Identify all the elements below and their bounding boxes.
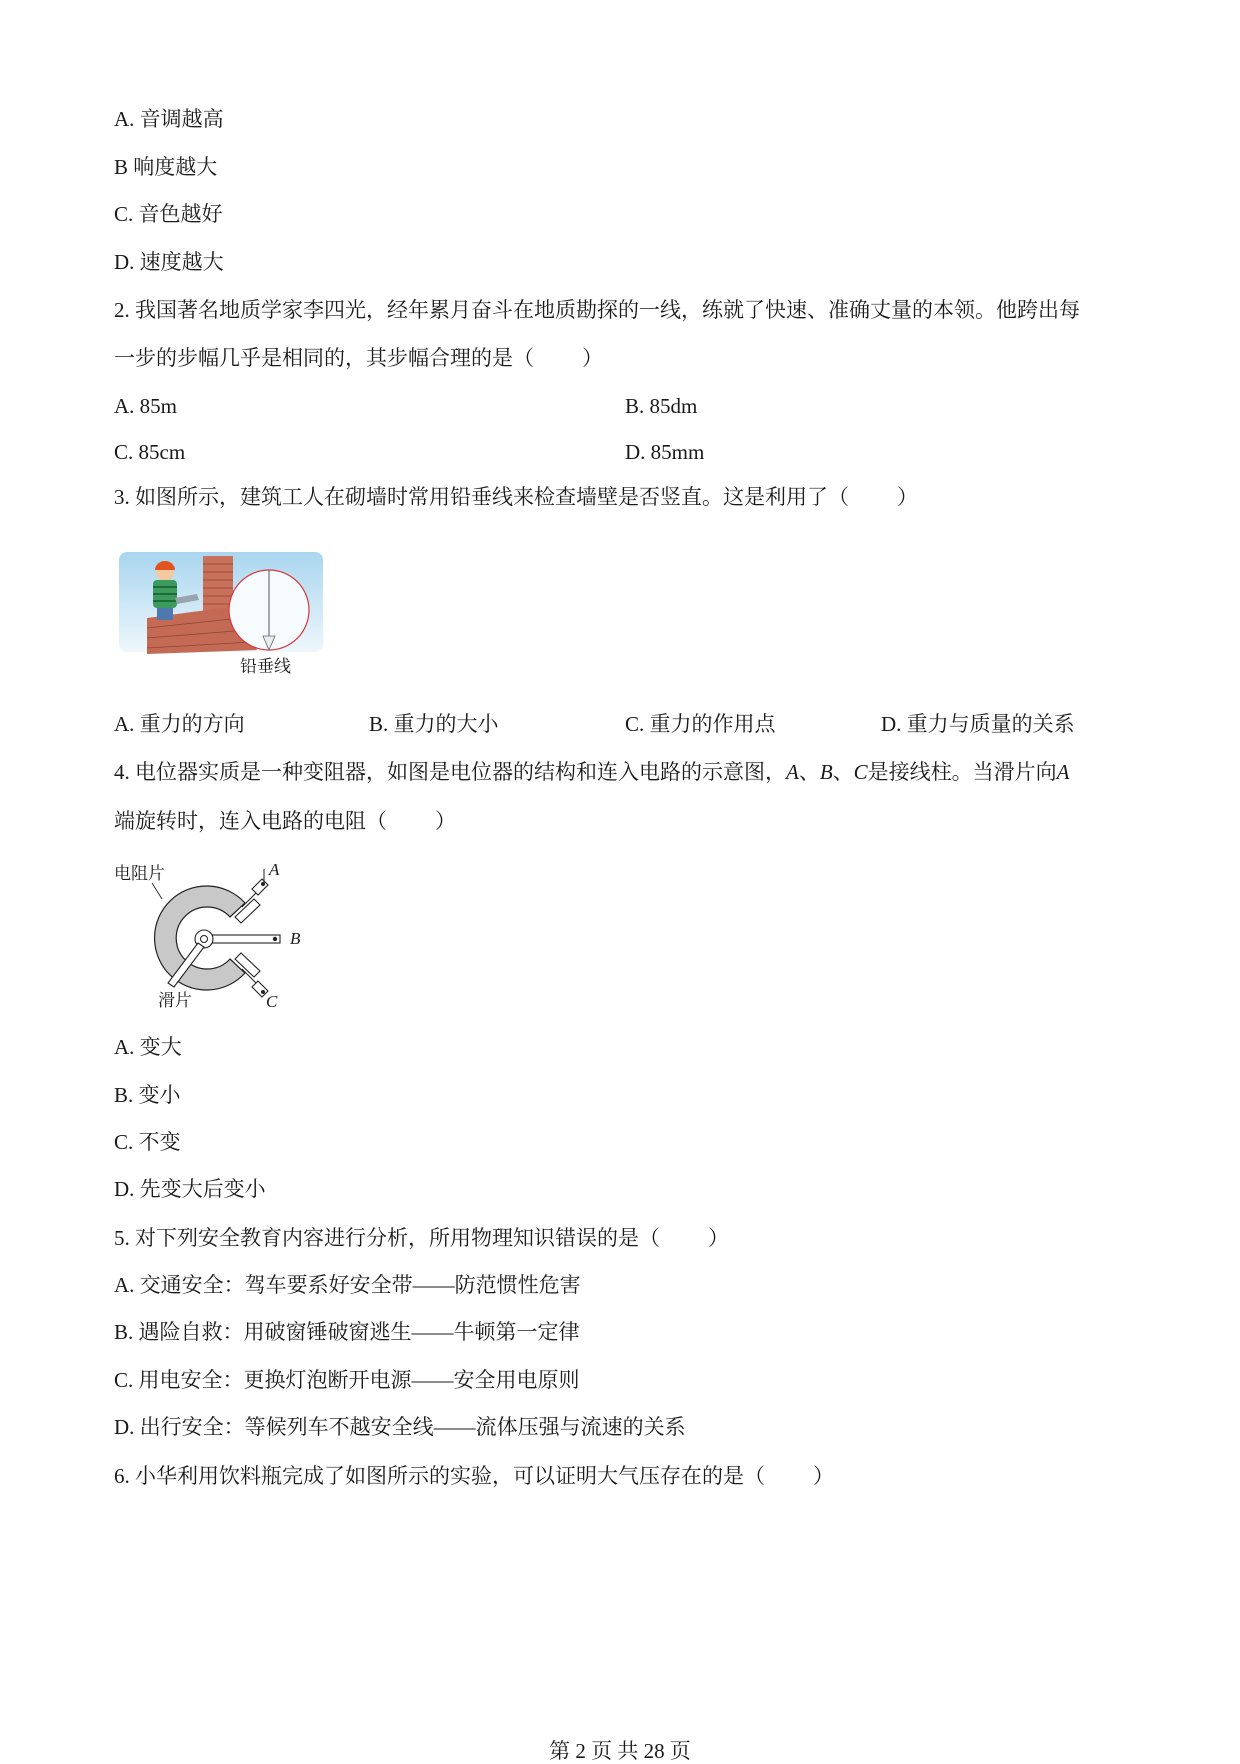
q3-paren-close: ） xyxy=(897,485,918,509)
terminal-b-label: B xyxy=(290,929,301,948)
q3-option-d: D. 重力与质量的关系 xyxy=(881,712,1075,736)
q4-option-b: B. 变小 xyxy=(114,1083,181,1107)
q3-option-b: B. 重力的大小 xyxy=(369,712,499,736)
q5-stem-text: 5. 对下列安全教育内容进行分析，所用物理知识错误的是（ xyxy=(114,1226,660,1250)
q3-stem-text: 3. 如图所示，建筑工人在砌墙时常用铅垂线来检查墙壁是否竖直。这是利用了（ xyxy=(114,485,849,509)
q4-paren-close: ） xyxy=(435,809,456,833)
q5-paren-close: ） xyxy=(708,1226,729,1250)
plumb-line-figure xyxy=(117,550,327,680)
plumb-line-caption: 铅垂线 xyxy=(240,657,291,676)
q5-option-a: A. 交通安全：驾车要系好安全带——防范惯性危害 xyxy=(114,1273,581,1297)
q4-var-b: B xyxy=(819,760,833,784)
slider-label: 滑片 xyxy=(158,991,192,1010)
q4-separator: 、 xyxy=(798,760,820,784)
q6-stem xyxy=(114,1463,834,1489)
q2-stem-line2 xyxy=(114,345,603,371)
q1-option-d: D. 速度越大 xyxy=(114,250,224,274)
q4-var-a: A xyxy=(786,760,799,784)
q4-var-c: C xyxy=(853,760,868,784)
q2-stem-text: 一步的步幅几乎是相同的，其步幅合理的是（ xyxy=(114,346,534,370)
q4-stem-text-a: 4. 电位器实质是一种变阻器，如图是电位器的结构和连入电路的示意图， xyxy=(114,760,786,784)
q4-option-a: A. 变大 xyxy=(114,1035,182,1059)
q5-option-b: B. 遇险自救：用破窗锤破窗逃生——牛顿第一定律 xyxy=(114,1320,580,1344)
q5-option-c: C. 用电安全：更换灯泡断开电源——安全用电原则 xyxy=(114,1368,580,1392)
page-number-footer: 第 2 页 共 28 页 xyxy=(549,1739,691,1763)
q4-stem-text-b: 是接线柱。当滑片向 xyxy=(867,760,1057,784)
q2-paren-close: ） xyxy=(582,346,603,370)
q1-option-c: C. 音色越好 xyxy=(114,202,223,226)
q1-option-b: B 响度越大 xyxy=(114,155,218,179)
bricklayer-illustration xyxy=(117,550,327,680)
q4-stem-line2 xyxy=(114,808,456,834)
q6-stem-text: 6. 小华利用饮料瓶完成了如图所示的实验，可以证明大气压存在的是（ xyxy=(114,1464,765,1488)
terminal-c-label: C xyxy=(266,992,278,1011)
q2-stem-line1: 2. 我国著名地质学家李四光，经年累月奋斗在地质勘探的一线，练就了快速、准确丈量的本领。他跨出每 xyxy=(114,298,1080,322)
q6-paren-close: ） xyxy=(813,1464,834,1488)
q3-option-c: C. 重力的作用点 xyxy=(625,712,776,736)
q4-var-a2: A xyxy=(1056,760,1070,784)
q3-stem xyxy=(114,484,918,510)
q2-option-b: B. 85dm xyxy=(625,394,698,418)
q2-option-c: C. 85cm xyxy=(114,440,186,464)
q5-stem xyxy=(114,1225,729,1251)
q4-option-c: C. 不变 xyxy=(114,1130,181,1154)
q5-option-d: D. 出行安全：等候列车不越安全线——流体压强与流速的关系 xyxy=(114,1415,686,1439)
q2-option-d: D. 85mm xyxy=(625,440,705,464)
q4-stem-text: 端旋转时，连入电路的电阻（ xyxy=(114,809,387,833)
potentiometer-figure xyxy=(112,855,312,1020)
terminal-a-label: A xyxy=(269,860,280,879)
q1-option-a: A. 音调越高 xyxy=(114,107,224,131)
q4-separator: 、 xyxy=(832,760,854,784)
q2-option-a: A. 85m xyxy=(114,394,177,418)
q3-option-a: A. 重力的方向 xyxy=(114,712,245,736)
q4-stem-line1 xyxy=(114,759,1070,785)
q4-option-d: D. 先变大后变小 xyxy=(114,1177,266,1201)
resistor-strip-label: 电阻片 xyxy=(114,864,165,883)
